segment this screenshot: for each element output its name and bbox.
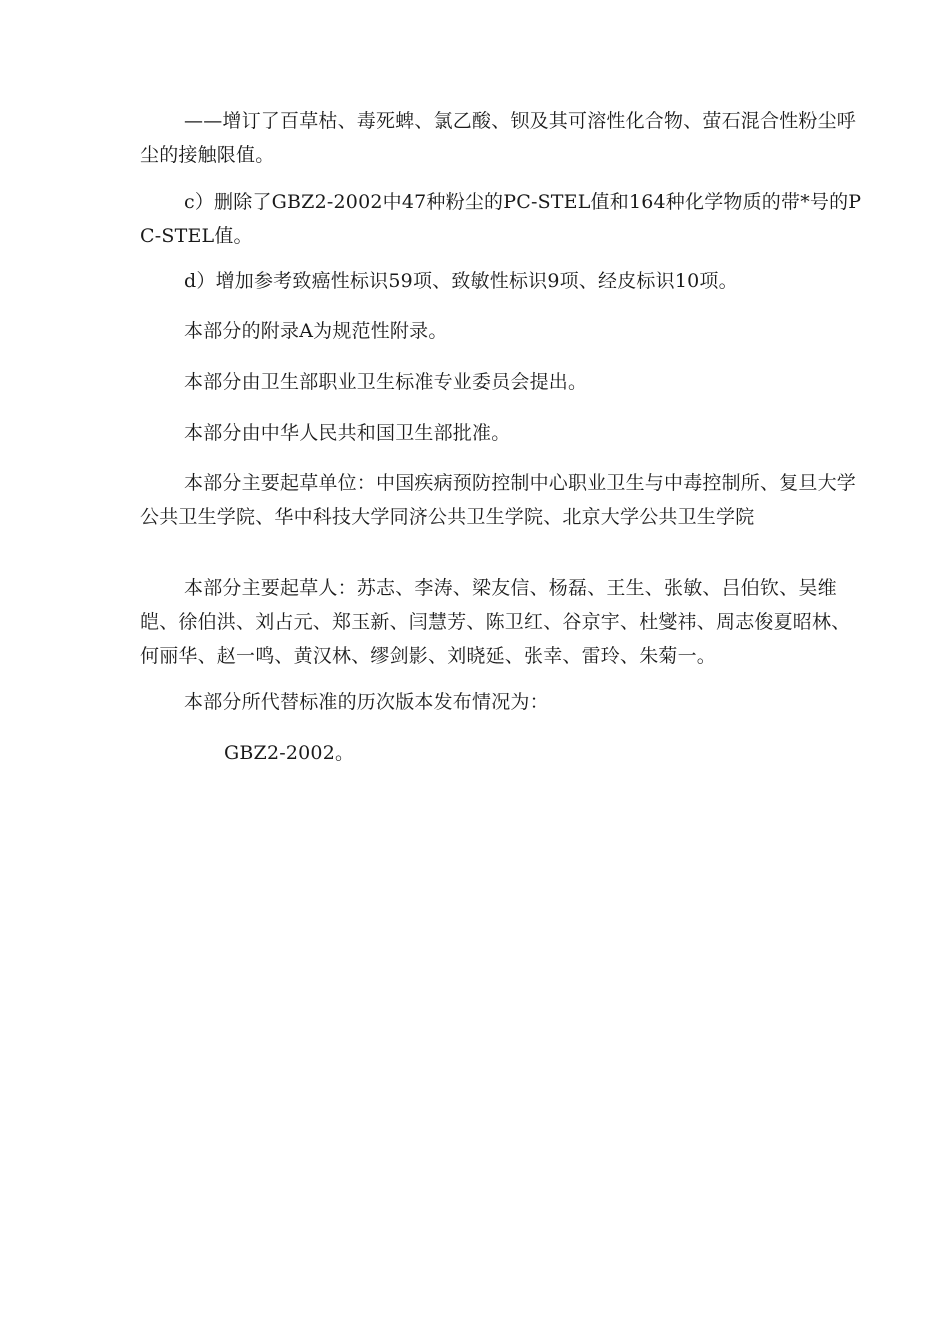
paragraph-item-c: c）删除了GBZ2-2002中47种粉尘的PC-STEL值和164种化学物质的带*号的PC-STEL值。 — [140, 191, 862, 247]
paragraph-history-intro: 本部分所代替标准的历次版本发布情况为： — [184, 691, 549, 713]
paragraph-drafting-units: 本部分主要起草单位：中国疾病预防控制中心职业卫生与中毒控制所、复旦大学公共卫生学院、华中科技大学同济公共卫生学院、北京大学公共卫生学院 — [140, 472, 857, 528]
paragraph-history-version: GBZ2-2002。 — [224, 742, 355, 764]
paragraph-approved-by: 本部分由中华人民共和国卫生部批准。 — [184, 422, 511, 444]
paragraph-amendment-limits: ——增订了百草枯、毒死蜱、氯乙酸、钡及其可溶性化合物、萤石混合性粉尘呼尘的接触限值。 — [140, 110, 857, 166]
paragraph-appendix: 本部分的附录A为规范性附录。 — [184, 320, 448, 342]
paragraph-proposed-by: 本部分由卫生部职业卫生标准专业委员会提出。 — [184, 371, 588, 393]
paragraph-drafters: 本部分主要起草人：苏志、李涛、梁友信、杨磊、王生、张敏、吕伯钦、吴维皑、徐伯洪、刘占元、郑玉新、闫慧芳、陈卫红、谷京宇、杜燮祎、周志俊夏昭林、何丽华、赵一鸣、黄汉林、缪剑影、刘晓延、张幸、雷玲、朱菊一。 — [140, 577, 851, 667]
paragraph-item-d: d）增加参考致癌性标识59项、致敏性标识9项、经皮标识10项。 — [184, 270, 738, 292]
